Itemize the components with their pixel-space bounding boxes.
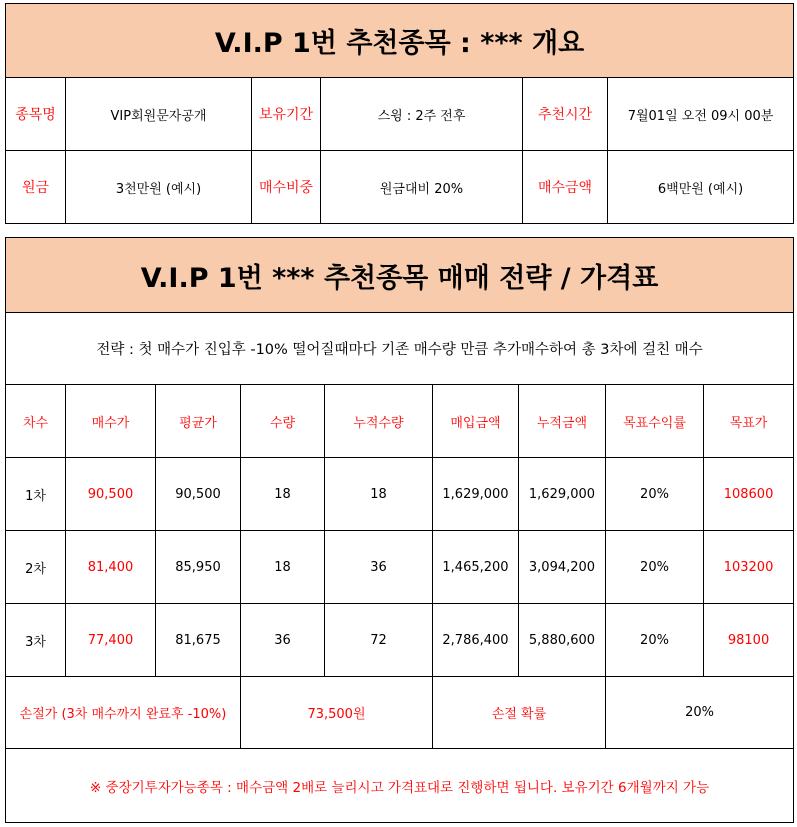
cum-qty-cell: 18 (325, 458, 433, 531)
stoploss-probability-label: 손절 확률 (433, 677, 606, 749)
holding-period-value: 스윙 : 2주 전후 (321, 78, 523, 151)
buy-amount-value: 6백만원 (예시) (608, 151, 794, 224)
stoploss-label: 손절가 (3차 매수까지 완료후 -10%) (6, 677, 241, 749)
strategy-title: V.I.P 1번 *** 추천종목 매매 전략 / 가격표 (6, 238, 794, 313)
round-cell: 2차 (6, 531, 66, 604)
buy-amount-cell: 2,786,400 (433, 604, 519, 677)
target-rate-cell: 20% (606, 531, 704, 604)
overview-row (6, 151, 794, 224)
col-header-buy-amount: 매입금액 (433, 385, 519, 458)
principal-value: 3천만원 (예시) (66, 151, 252, 224)
qty-cell: 18 (241, 458, 325, 531)
col-header-target-price: 목표가 (704, 385, 794, 458)
stoploss-price: 73,500원 (241, 677, 433, 749)
avg-price-cell: 90,500 (156, 458, 241, 531)
buy-weight-label: 매수비중 (252, 151, 321, 224)
col-header-cum-amount: 누적금액 (519, 385, 606, 458)
buy-amount-cell: 1,465,200 (433, 531, 519, 604)
avg-price-cell: 85,950 (156, 531, 241, 604)
target-price-cell: 108600 (704, 458, 794, 531)
principal-label: 원금 (6, 151, 66, 224)
target-rate-cell: 20% (606, 458, 704, 531)
col-header-target-rate: 목표수익률 (606, 385, 704, 458)
cum-amount-cell: 1,629,000 (519, 458, 606, 531)
cum-amount-cell: 3,094,200 (519, 531, 606, 604)
round-cell: 1차 (6, 458, 66, 531)
overview-row (6, 78, 794, 151)
buy-weight-value: 원금대비 20% (321, 151, 523, 224)
col-header-cum-qty: 누적수량 (325, 385, 433, 458)
round-cell: 3차 (6, 604, 66, 677)
table-row (6, 604, 794, 677)
cum-qty-cell: 36 (325, 531, 433, 604)
table-header-row (6, 385, 794, 458)
buy-price-cell: 81,400 (66, 531, 156, 604)
col-header-avg-price: 평균가 (156, 385, 241, 458)
avg-price-cell: 81,675 (156, 604, 241, 677)
holding-period-label: 보유기간 (252, 78, 321, 151)
overview-table (5, 3, 794, 224)
cum-amount-cell: 5,880,600 (519, 604, 606, 677)
stoploss-row (6, 677, 794, 749)
strategy-table (5, 237, 794, 823)
target-price-cell: 103200 (704, 531, 794, 604)
overview-title: V.I.P 1번 추천종목 : *** 개요 (6, 4, 794, 78)
target-rate-cell: 20% (606, 604, 704, 677)
stock-name-value: VIP회원문자공개 (66, 78, 252, 151)
footnote: ※ 중장기투자가능종목 : 매수금액 2배로 늘리시고 가격표대로 진행하면 됩니다. 보유기간 6개월까지 가능 (6, 749, 794, 823)
col-header-buy-price: 매수가 (66, 385, 156, 458)
col-header-round: 차수 (6, 385, 66, 458)
table-row (6, 458, 794, 531)
target-price-cell: 98100 (704, 604, 794, 677)
buy-price-cell: 90,500 (66, 458, 156, 531)
stoploss-probability-value: 20% (606, 677, 794, 749)
buy-amount-label: 매수금액 (523, 151, 608, 224)
strategy-description: 전략 : 첫 매수가 진입후 -10% 떨어질때마다 기존 매수량 만큼 추가매수하여 총 3차에 걸친 매수 (6, 313, 794, 385)
cum-qty-cell: 72 (325, 604, 433, 677)
qty-cell: 36 (241, 604, 325, 677)
buy-price-cell: 77,400 (66, 604, 156, 677)
recommend-time-value: 7월01일 오전 09시 00분 (608, 78, 794, 151)
buy-amount-cell: 1,629,000 (433, 458, 519, 531)
recommend-time-label: 추천시간 (523, 78, 608, 151)
table-row (6, 531, 794, 604)
col-header-qty: 수량 (241, 385, 325, 458)
stock-name-label: 종목명 (6, 78, 66, 151)
qty-cell: 18 (241, 531, 325, 604)
